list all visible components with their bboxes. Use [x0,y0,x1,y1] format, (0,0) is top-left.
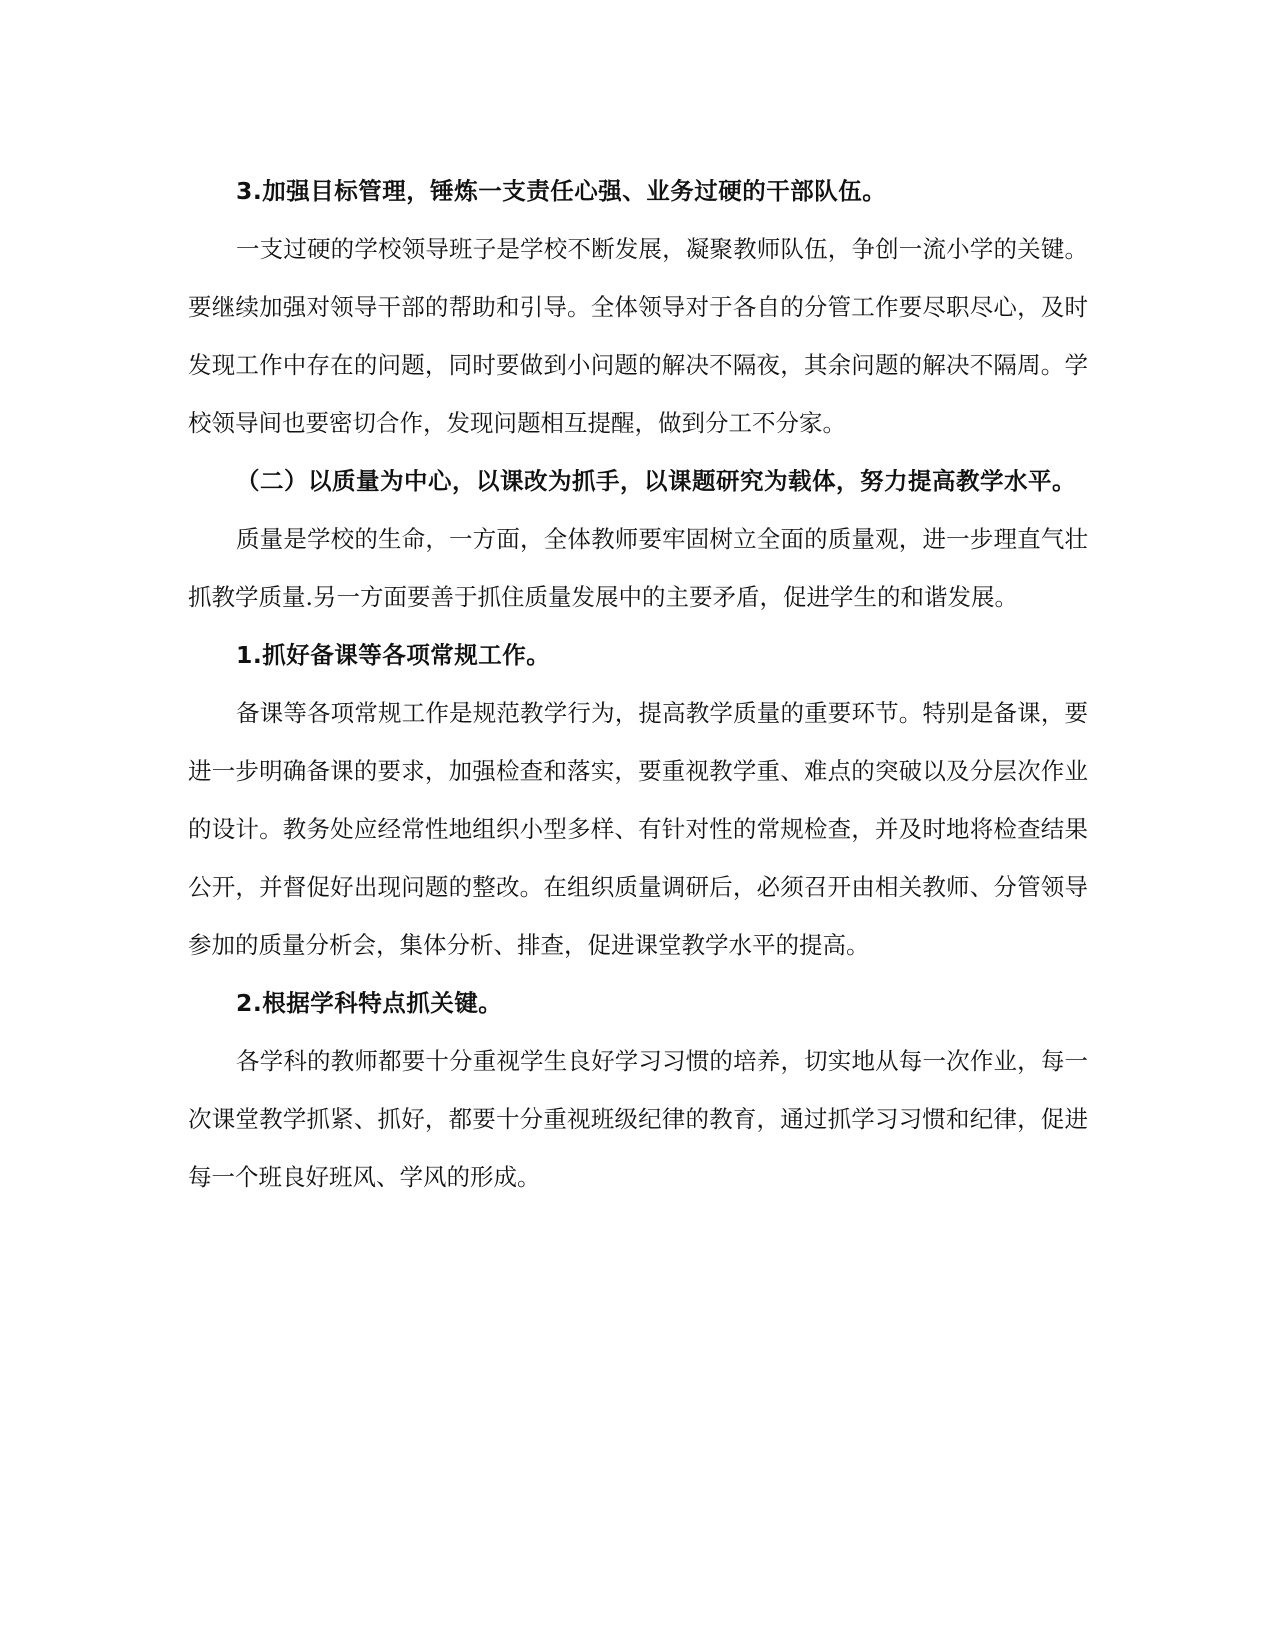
section-heading-3: 3.加强目标管理，锤炼一支责任心强、业务过硬的干部队伍。 [236,177,887,205]
body-paragraph: 各学科的教师都要十分重视学生良好学习习惯的培养，切实地从每一次作业，每一次课堂教学抓紧、抓好，都要十分重视班级纪律的教育，通过抓学习习惯和纪律，促进每一个班良好班风、学风的形成。 [188,1047,1088,1191]
body-paragraph: 一支过硬的学校领导班子是学校不断发展，凝聚教师队伍，争创一流小学的关键。要继续加强对领导干部的帮助和引导。全体领导对于各自的分管工作要尽职尽心，及时发现工作中存在的问题，同时要做到小问题的解决不隔夜，其余问题的解决不隔周。学校领导间也要密切合作，发现问题相互提醒，做到分工不分家。 [188,235,1088,437]
section-heading-2: （二）以质量为中心，以课改为抓手，以课题研究为载体，努力提高教学水平。 [236,467,1076,495]
body-paragraph: 质量是学校的生命，一方面，全体教师要牢固树立全面的质量观，进一步理直气壮抓教学质量.另一方面要善于抓住质量发展中的主要矛盾，促进学生的和谐发展。 [188,525,1088,611]
document-body [188,162,1088,1206]
subsection-heading-2: 2.根据学科特点抓关键。 [236,989,503,1017]
body-paragraph: 备课等各项常规工作是规范教学行为，提高教学质量的重要环节。特别是备课，要进一步明确备课的要求，加强检查和落实，要重视教学重、难点的突破以及分层次作业的设计。教务处应经常性地组织小型多样、有针对性的常规检查，并及时地将检查结果公开，并督促好出现问题的整改。在组织质量调研后，必须召开由相关教师、分管领导参加的质量分析会，集体分析、排查，促进课堂教学水平的提高。 [188,699,1088,959]
subsection-heading-1: 1.抓好备课等各项常规工作。 [236,641,551,669]
